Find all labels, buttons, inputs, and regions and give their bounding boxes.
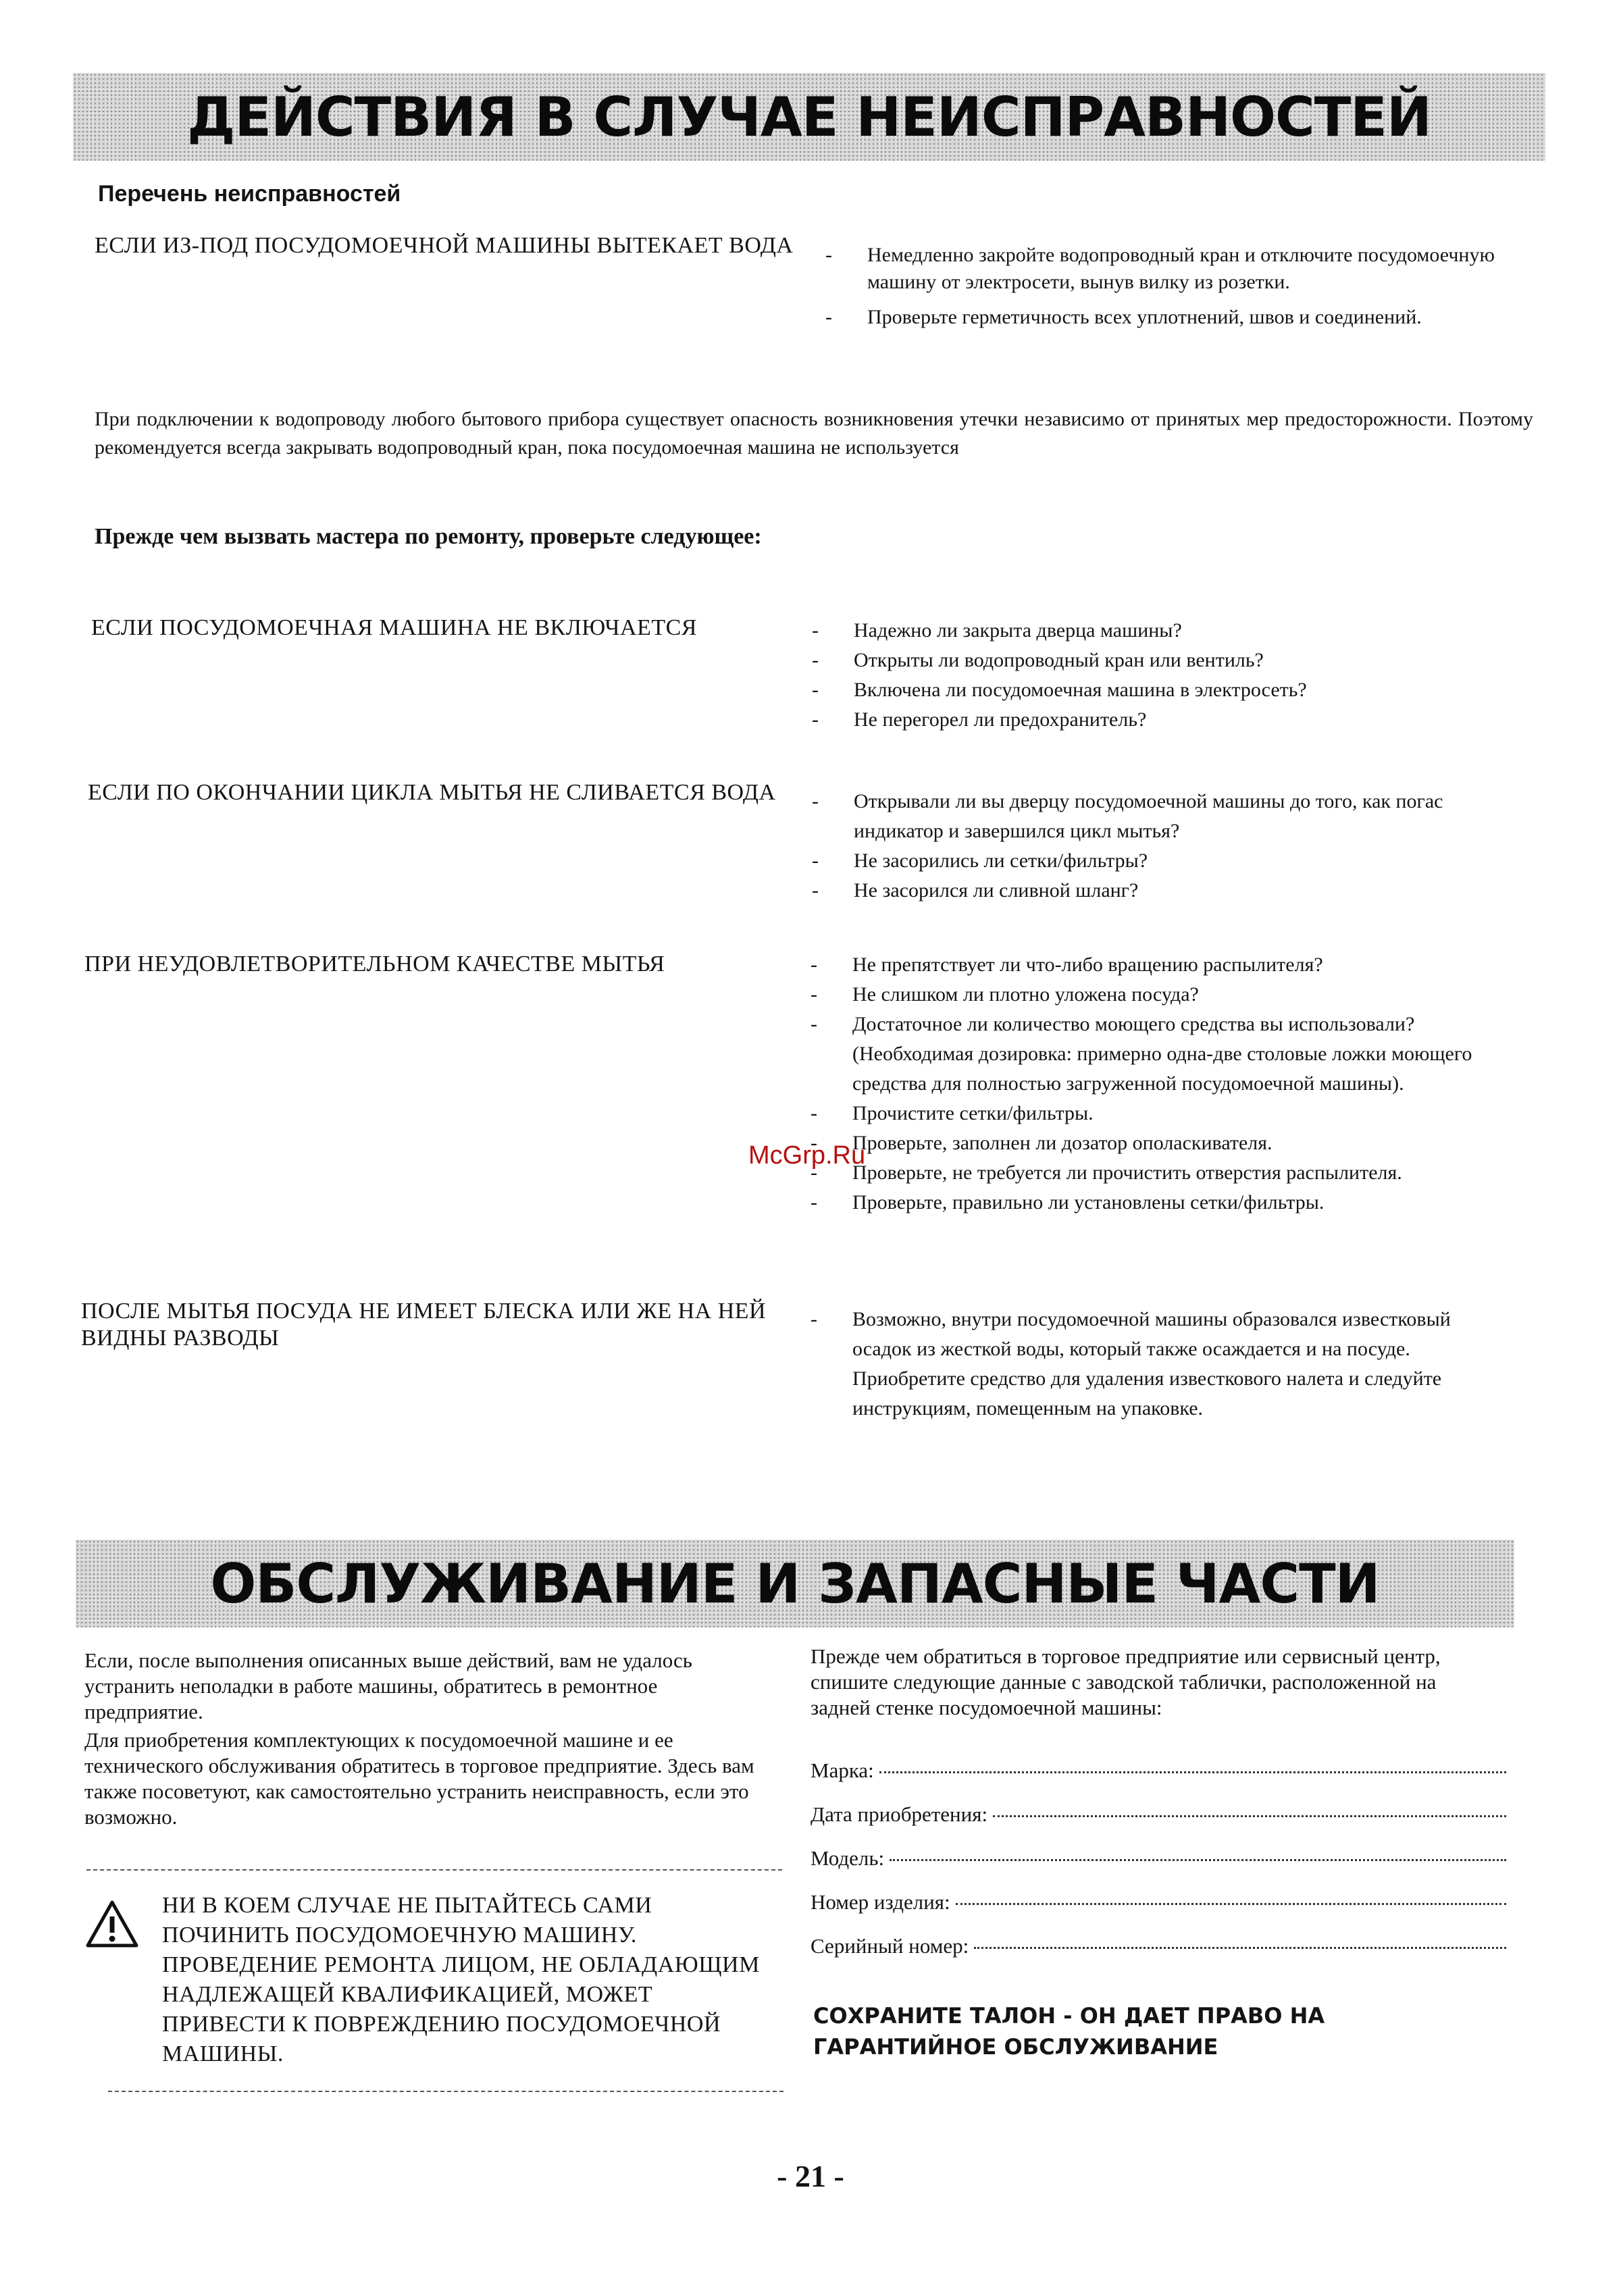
guarantee-notice: СОХРАНИТЕ ТАЛОН - ОН ДАЕТ ПРАВО НА ГАРАНТИЙНОЕ ОБСЛУЖИВАНИЕ [813,2003,1325,2060]
issue-checklist [812,787,1501,906]
service-paragraph-1: Если, после выполнения описанных выше действий, вам не удалось устранить неполадки в работе машины, обратитесь в ремонтное предприятие. [84,1648,692,1723]
issue-checklist [811,1305,1506,1424]
issue-condition: ПОСЛЕ МЫТЬЯ ПОСУДА НЕ ИМЕЕТ БЛЕСКА ИЛИ ЖЕ НА НЕЙ ВИДНЫ РАЗВОДЫ [81,1299,767,1351]
form-field-serial-number[interactable] [811,1934,1506,1978]
issue-condition-leak: ЕСЛИ ИЗ-ПОД ПОСУДОМОЕЧНОЙ МАШИНЫ ВЫТЕКАЕТ ВОДА [95,233,794,258]
subsection-title-fault-list: Перечень неисправностей [98,181,401,207]
issue-condition: ПРИ НЕУДОВЛЕТВОРИТЕЛЬНОМ КАЧЕСТВЕ МЫТЬЯ [84,951,665,976]
form-field-label: Модель: [811,1846,885,1870]
form-field-product-number[interactable] [811,1890,1506,1934]
list-item: - Возможно, внутри посудомоечной машины образовался известковый осадок из жесткой воды, который также осаждается и на посуде. Приобретите средство для удаления известкового налета и следуйте инструкциям, помещенным на упаковке. [811,1305,1506,1424]
list-item: - Проверьте, правильно ли установлены сетки/фильтры. [811,1188,1499,1218]
before-call-heading: Прежде чем вызвать мастера по ремонту, проверьте следующее: [95,524,762,549]
list-item: - Проверьте герметичность всех уплотнений, швов и соединений. [825,304,1521,331]
repair-warning-text: НИ В КОЕМ СЛУЧАЕ НЕ ПЫТАЙТЕСЬ САМИ ПОЧИНИТЬ ПОСУДОМОЕЧНУЮ МАШИНУ. ПРОВЕДЕНИЕ РЕМОНТА ЛИЦОМ, НЕ ОБЛАДАЮЩИМ НАДЛЕЖАЩЕЙ КВАЛИФИКАЦИЕЙ, МОЖЕТ ПРИВЕСТИ К ПОВРЕЖДЕНИЮ ПОСУДОМОЕЧНОЙ МАШИНЫ. [162,1893,760,2066]
divider [108,2091,783,2092]
nameplate-form [811,1758,1506,1978]
service-instructions: Прежде чем обратиться в торговое предприятие или сервисный центр, спишите следующие данные с заводской таблички, расположенной на задней стенке посудомоечной машины: [811,1644,1441,1719]
leak-warning-paragraph: При подключении к водопроводу любого бытового прибора существует опасность возникновения утечки независимо от принятых мер предосторожности. Поэтому рекомендуется всегда закрывать водопроводный кран, пока посудомоечная машина не используется [95,408,1533,459]
section-title-troubleshooting: ДЕЙСТВИЯ В СЛУЧАЕ НЕИСПРАВНОСТЕЙ [187,85,1431,149]
form-field-label: Номер изделия: [811,1890,950,1914]
warning-triangle-icon [85,1899,139,1949]
divider [86,1869,782,1871]
list-item: - Не засорился ли сливной шланг? [812,876,1501,906]
fill-line [956,1903,1506,1905]
section-banner-service [76,1540,1514,1627]
list-item: - Не засорились ли сетки/фильтры? [812,846,1501,876]
fill-line [890,1859,1506,1861]
form-field-label: Марка: [811,1758,874,1782]
issue-condition: ЕСЛИ ПО ОКОНЧАНИИ ЦИКЛА МЫТЬЯ НЕ СЛИВАЕТСЯ ВОДА [88,780,776,805]
section-banner-troubleshooting [73,73,1545,161]
form-field-purchase-date[interactable] [811,1802,1506,1846]
list-item: - Надежно ли закрыта дверца машины? [812,616,1521,646]
list-item: - Не перегорел ли предохранитель? [812,705,1521,735]
form-field-model[interactable] [811,1846,1506,1890]
fill-line [879,1771,1506,1773]
fill-line [974,1947,1506,1949]
form-field-label: Серийный номер: [811,1934,969,1958]
fill-line [993,1815,1506,1817]
issue-checklist [812,616,1521,735]
issue-actions-leak [825,242,1521,331]
issue-condition: ЕСЛИ ПОСУДОМОЕЧНАЯ МАШИНА НЕ ВКЛЮЧАЕТСЯ [91,615,697,640]
form-field-label: Дата приобретения: [811,1802,988,1826]
list-item: - Открывали ли вы дверцу посудомоечной машины до того, как погас индикатор и завершился цикл мытья? [812,787,1501,846]
list-item: - Достаточное ли количество моющего средства вы использовали? (Необходимая дозировка: примерно одна-две столовые ложки моющего средства для полностью загруженной посудомоечной машины). [811,1010,1499,1099]
service-paragraph-2: Для приобретения комплектующих к посудомоечной машине и ее технического обслуживания обратитесь в торговое предприятие. Здесь вам также посоветуют, как самостоятельно устранить неисправность, если это возможно. [84,1728,754,1829]
list-item: - Открыты ли водопроводный кран или вентиль? [812,646,1521,675]
issue-checklist [811,950,1499,1218]
list-item: - Не препятствует ли что-либо вращению распылителя? [811,950,1499,980]
form-field-brand[interactable] [811,1758,1506,1802]
list-item: - Проверьте, заполнен ли дозатор ополаскивателя. [811,1128,1499,1158]
page-number: - 21 - [777,2159,844,2193]
list-item: - Проверьте, не требуется ли прочистить отверстия распылителя. [811,1158,1499,1188]
list-item: - Немедленно закройте водопроводный кран и отключите посудомоечную машину от электросети, вынув вилку из розетки. [825,242,1521,296]
watermark-text: McGrp.Ru [748,1141,866,1170]
list-item: - Не слишком ли плотно уложена посуда? [811,980,1499,1010]
section-title-service: ОБСЛУЖИВАНИЕ И ЗАПАСНЫЕ ЧАСТИ [210,1552,1380,1615]
list-item: - Включена ли посудомоечная машина в электросеть? [812,675,1521,705]
list-item: - Прочистите сетки/фильтры. [811,1099,1499,1128]
